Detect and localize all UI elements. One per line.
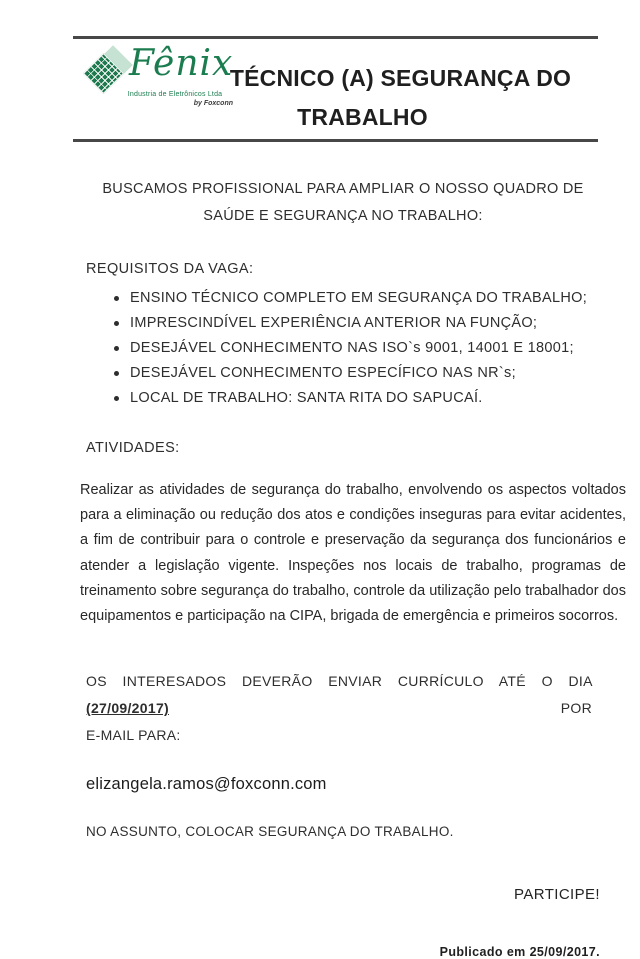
apply-instructions	[86, 668, 592, 722]
job-posting-document	[0, 36, 640, 959]
intro-paragraph: BUSCAMOS PROFISSIONAL PARA AMPLIAR O NOSSO QUADRO DE SAÚDE E SEGURANÇA NO TRABALHO:	[102, 181, 584, 224]
participate-callout: PARTICIPE!	[514, 886, 600, 904]
requirement-text: IMPRESCINDÍVEL EXPERIÊNCIA ANTERIOR NA FUNÇÃO;	[130, 315, 538, 331]
bullet-icon	[114, 346, 119, 351]
logo-subtagline: by Foxconn	[193, 100, 233, 107]
requirement-item	[130, 386, 600, 411]
published-date: Publicado em 25/09/2017.	[439, 945, 600, 959]
contact-email: elizangela.ramos@foxconn.com	[86, 775, 327, 794]
bullet-icon	[114, 321, 119, 326]
document-body	[0, 176, 640, 959]
requirement-item	[130, 361, 600, 386]
activities-heading: ATIVIDADES:	[86, 440, 180, 456]
apply-text-before-date: OS INTERESADOS DEVERÃO ENVIAR CURRÍCULO ATÉ O DIA	[86, 673, 592, 690]
requirement-text: LOCAL DE TRABALHO: SANTA RITA DO SAPUCAÍ.	[130, 390, 483, 406]
apply-text-after-date: POR	[560, 700, 592, 717]
page-title-line2: TRABALHO	[297, 104, 428, 130]
requirement-text: ENSINO TÉCNICO COMPLETO EM SEGURANÇA DO TRABALHO;	[130, 290, 588, 306]
requirement-item	[130, 336, 600, 361]
bullet-icon	[114, 296, 119, 301]
apply-instructions-line2: E-MAIL PARA:	[86, 727, 181, 744]
document-header	[73, 36, 598, 142]
requirements-list	[86, 286, 600, 411]
page-title-line1: TÉCNICO (A) SEGURANÇA DO	[229, 65, 572, 91]
logo-brand-text: Fênix	[129, 43, 234, 84]
bullet-icon	[114, 396, 119, 401]
logo-tagline: Industria de Eletrônicos Ltda	[127, 91, 223, 98]
requirement-text: DESEJÁVEL CONHECIMENTO NAS ISO`s 9001, 14001 E 18001;	[130, 340, 574, 356]
requirements-heading: REQUISITOS DA VAGA:	[86, 261, 254, 277]
email-subject-note: NO ASSUNTO, COLOCAR SEGURANÇA DO TRABALHO.	[86, 824, 454, 840]
requirement-item	[130, 311, 600, 336]
requirement-text: DESEJÁVEL CONHECIMENTO ESPECÍFICO NAS NR`s;	[130, 365, 516, 381]
deadline-date: (27/09/2017)	[86, 700, 169, 717]
bullet-icon	[114, 371, 119, 376]
activities-paragraph: Realizar as atividades de segurança do trabalho, envolvendo os aspectos voltados para a eliminação ou redução dos atos e condições inseguras para evitar acidentes, a fim de contribuir para o controle e preservação da segurança dos funcionários e atender a legislação vigente. Inspeções nos locais de trabalho, programas de treinamento sobre segurança do trabalho, controle da utilização pelo trabalhador dos equipamentos e participação na CIPA, brigada de emergência e primeiros socorros.	[80, 482, 626, 625]
requirement-item	[130, 286, 600, 311]
